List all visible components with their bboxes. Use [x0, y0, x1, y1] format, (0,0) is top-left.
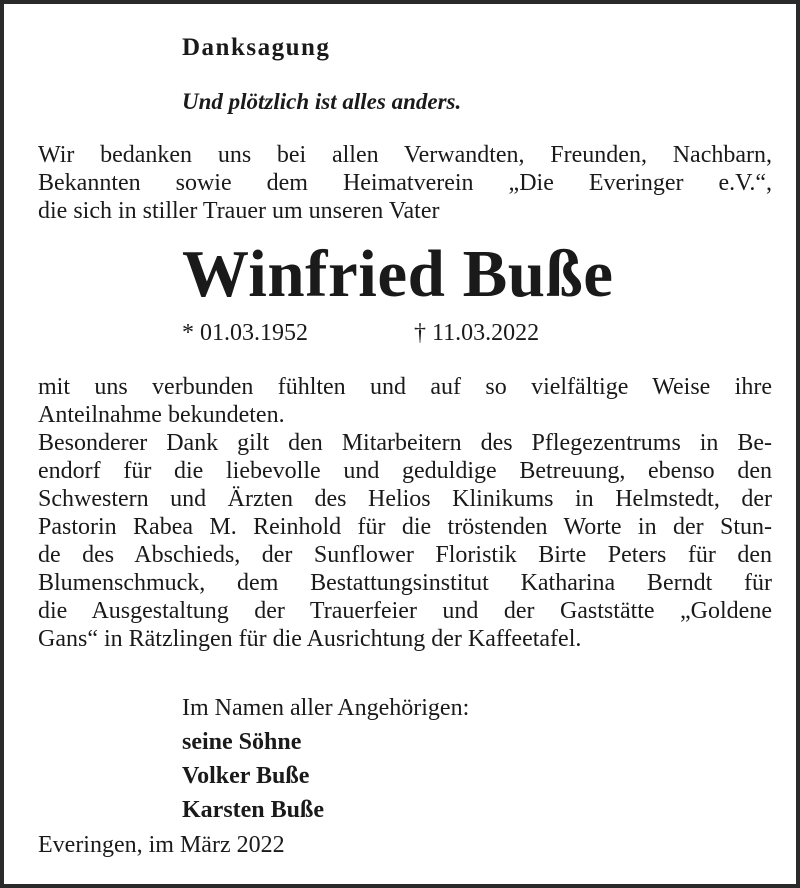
place-date: Everingen, im März 2022	[38, 832, 285, 858]
signature-relation: seine Söhne	[182, 729, 302, 755]
signature-intro: Im Namen aller Angehörigen:	[182, 695, 470, 721]
notice-subtitle: Und plötzlich ist alles anders.	[182, 89, 462, 114]
body-line: Pastorin Rabea M. Reinhold für die tröstenden Worte in der Stun-	[38, 514, 772, 540]
intro-line: Bekannten sowie dem Heimatverein „Die Everinger e.V.“,	[38, 170, 772, 196]
body-line: Gans“ in Rätzlingen für die Ausrichtung der Kaffeetafel.	[38, 626, 582, 652]
signature-name: Karsten Buße	[182, 797, 325, 823]
intro-paragraph	[38, 141, 772, 225]
body-line: de des Abschieds, der Sunflower Floristik Birte Peters für den	[38, 542, 772, 568]
intro-line: die sich in stiller Trauer um unseren Vater	[38, 198, 440, 224]
signature-name: Volker Buße	[182, 763, 310, 789]
body-line: Blumenschmuck, dem Bestattungsinstitut Katharina Berndt für	[38, 570, 772, 596]
body-line: Besonderer Dank gilt den Mitarbeitern des Pflegezentrums in Be-	[38, 430, 772, 456]
deceased-name: Winfried Buße	[182, 237, 614, 311]
body-line: die Ausgestaltung der Trauerfeier und der Gaststätte „Goldene	[38, 598, 772, 624]
body-line: Anteilnahme bekundeten.	[38, 402, 285, 428]
thanks-paragraph	[38, 373, 772, 653]
body-line: mit uns verbunden fühlten und auf so vielfältige Weise ihre	[38, 374, 772, 400]
body-line: endorf für die liebevolle und geduldige Betreuung, ebenso den	[38, 458, 772, 484]
signature-block	[182, 691, 469, 827]
intro-line: Wir bedanken uns bei allen Verwandten, Freunden, Nachbarn,	[38, 142, 772, 168]
birth-date: * 01.03.1952	[182, 320, 308, 346]
notice-heading: Danksagung	[182, 34, 331, 61]
death-date: † 11.03.2022	[414, 320, 540, 346]
body-line: Schwestern und Ärzten des Helios Klinikums in Helmstedt, der	[38, 486, 772, 512]
